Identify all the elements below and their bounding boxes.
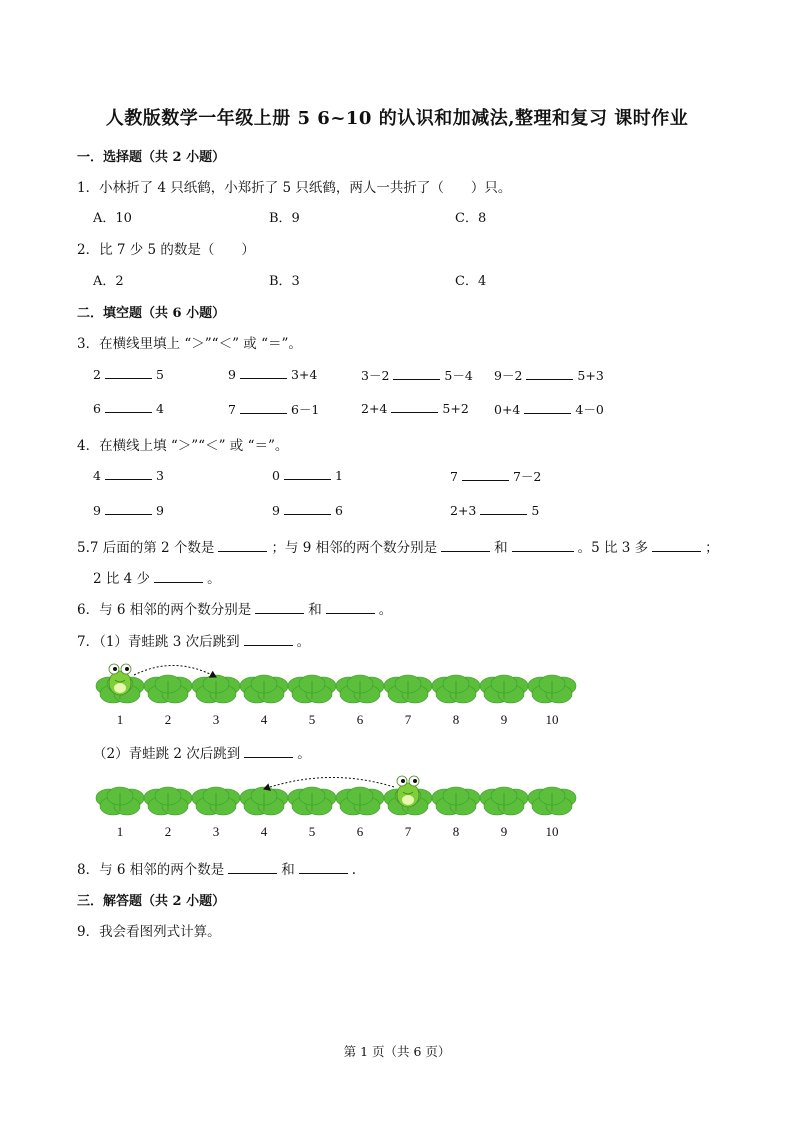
frog-icon xyxy=(109,664,131,695)
question-2-option-a: A．2 xyxy=(93,274,124,289)
question-1-option-c: C．8 xyxy=(455,211,487,226)
page-footer: 第 1 页（共 6 页） xyxy=(343,1044,451,1059)
lily-pad xyxy=(384,675,432,703)
lily-pad xyxy=(240,675,288,703)
question-5-line-2: 2 比 4 少 。 xyxy=(93,571,221,587)
question-4-text: 4．在横线上填 “＞”“＜” 或 “＝”。 xyxy=(77,438,289,454)
compare-item: 2+4 5+2 xyxy=(361,401,469,416)
question-7-part-2: （2）青蛙跳 2 次后跳到 。 xyxy=(93,746,311,762)
answer-blank[interactable] xyxy=(526,367,573,380)
lily-pad xyxy=(288,675,336,703)
pad-number: 9 xyxy=(500,712,508,727)
answer-blank[interactable] xyxy=(393,367,440,380)
answer-blank[interactable] xyxy=(652,539,701,552)
pad-number: 4 xyxy=(260,824,268,839)
pad-number: 10 xyxy=(545,712,559,727)
compare-item: 6 4 xyxy=(93,401,164,416)
compare-item: 9－2 5+3 xyxy=(494,368,604,383)
pad-number: 7 xyxy=(404,824,412,839)
lily-pad xyxy=(192,675,240,703)
pad-number: 4 xyxy=(260,712,268,727)
compare-item: 4 3 xyxy=(93,468,164,483)
answer-blank[interactable] xyxy=(284,502,331,515)
answer-blank[interactable] xyxy=(441,539,490,552)
question-6-text: 6．与 6 相邻的两个数分别是 和 。 xyxy=(77,602,393,618)
compare-item: 9 6 xyxy=(272,503,343,518)
pad-number: 2 xyxy=(164,824,172,839)
answer-blank[interactable] xyxy=(391,400,438,413)
lily-pad xyxy=(144,787,192,815)
compare-item: 7 6－1 xyxy=(228,402,320,417)
pad-number: 3 xyxy=(212,712,220,727)
pad-number: 9 xyxy=(500,824,508,839)
answer-blank[interactable] xyxy=(462,468,509,481)
compare-item: 2 5 xyxy=(93,367,164,382)
compare-item: 7 7－2 xyxy=(450,469,542,484)
question-5-line-1: 5.7 后面的第 2 个数是 ；与 9 相邻的两个数分别是 和 。5 比 3 多 ； xyxy=(77,540,719,556)
lily-pad xyxy=(432,787,480,815)
question-7-part-1: 7．（1）青蛙跳 3 次后跳到 。 xyxy=(77,634,311,650)
pad-number: 5 xyxy=(308,712,316,727)
answer-blank[interactable] xyxy=(299,861,348,874)
jump-arrow xyxy=(134,665,216,677)
lily-pad xyxy=(144,675,192,703)
jump-arrow xyxy=(264,777,394,789)
question-8-text: 8．与 6 相邻的两个数是 和 . xyxy=(77,862,357,878)
lily-pad xyxy=(480,787,528,815)
lily-pad xyxy=(336,787,384,815)
frog-icon xyxy=(397,776,419,807)
compare-item: 9 9 xyxy=(93,503,164,518)
pad-number: 2 xyxy=(164,712,172,727)
question-3-text: 3．在横线里填上 “＞”“＜” 或 “＝”。 xyxy=(77,336,302,352)
answer-blank[interactable] xyxy=(105,467,152,480)
answer-blank[interactable] xyxy=(524,401,571,414)
lily-pad xyxy=(432,675,480,703)
lily-pad xyxy=(336,675,384,703)
section-heading-fill: 二．填空题（共 6 小题） xyxy=(77,306,226,321)
question-9-text: 9．我会看图列式计算。 xyxy=(77,924,221,940)
answer-blank[interactable] xyxy=(512,539,574,552)
answer-blank[interactable] xyxy=(244,633,293,646)
answer-blank[interactable] xyxy=(105,502,152,515)
answer-blank[interactable] xyxy=(105,400,152,413)
answer-blank[interactable] xyxy=(218,539,267,552)
lily-pad xyxy=(528,787,576,815)
lily-pad xyxy=(480,675,528,703)
lily-pad xyxy=(192,787,240,815)
answer-blank[interactable] xyxy=(244,745,293,758)
answer-blank[interactable] xyxy=(255,601,304,614)
lily-pad xyxy=(528,675,576,703)
pad-number: 5 xyxy=(308,824,316,839)
pad-number: 10 xyxy=(545,824,559,839)
question-1-text: 1．小林折了 4 只纸鹤，小郑折了 5 只纸鹤，两人一共折了（ ）只。 xyxy=(77,180,512,196)
frog-lily-pad-line-2 xyxy=(88,764,588,844)
section-heading-answer: 三．解答题（共 2 小题） xyxy=(77,894,226,909)
compare-item: 9 3+4 xyxy=(228,367,318,382)
compare-item: 3－2 5－4 xyxy=(361,368,473,383)
lily-pad xyxy=(288,787,336,815)
lily-pad xyxy=(240,787,288,815)
pad-number: 8 xyxy=(452,824,460,839)
question-2-option-c: C．4 xyxy=(455,274,487,289)
pad-number: 6 xyxy=(356,712,364,727)
answer-blank[interactable] xyxy=(154,570,203,583)
section-heading-choice: 一．选择题（共 2 小题） xyxy=(77,150,226,165)
question-2-option-b: B．3 xyxy=(269,274,300,289)
answer-blank[interactable] xyxy=(326,601,375,614)
question-1-option-a: A．10 xyxy=(93,211,132,226)
pad-number: 1 xyxy=(116,712,124,727)
answer-blank[interactable] xyxy=(284,467,331,480)
pad-number: 1 xyxy=(116,824,124,839)
lily-pad xyxy=(96,787,144,815)
answer-blank[interactable] xyxy=(228,861,277,874)
answer-blank[interactable] xyxy=(240,366,287,379)
pad-number: 6 xyxy=(356,824,364,839)
question-1-option-b: B．9 xyxy=(269,211,300,226)
answer-blank[interactable] xyxy=(480,502,527,515)
pad-number: 3 xyxy=(212,824,220,839)
compare-item: 2+3 5 xyxy=(450,503,540,518)
question-2-text: 2．比 7 少 5 的数是（ ） xyxy=(77,242,255,258)
answer-blank[interactable] xyxy=(105,366,152,379)
frog-lily-pad-line-1 xyxy=(88,652,588,732)
page-title: 人教版数学一年级上册 5 6~10 的认识和加减法,整理和复习 课时作业 xyxy=(105,108,689,129)
pad-number: 7 xyxy=(404,712,412,727)
pad-number: 8 xyxy=(452,712,460,727)
compare-item: 0 1 xyxy=(272,468,343,483)
compare-item: 0+4 4－0 xyxy=(494,402,604,417)
answer-blank[interactable] xyxy=(240,401,287,414)
